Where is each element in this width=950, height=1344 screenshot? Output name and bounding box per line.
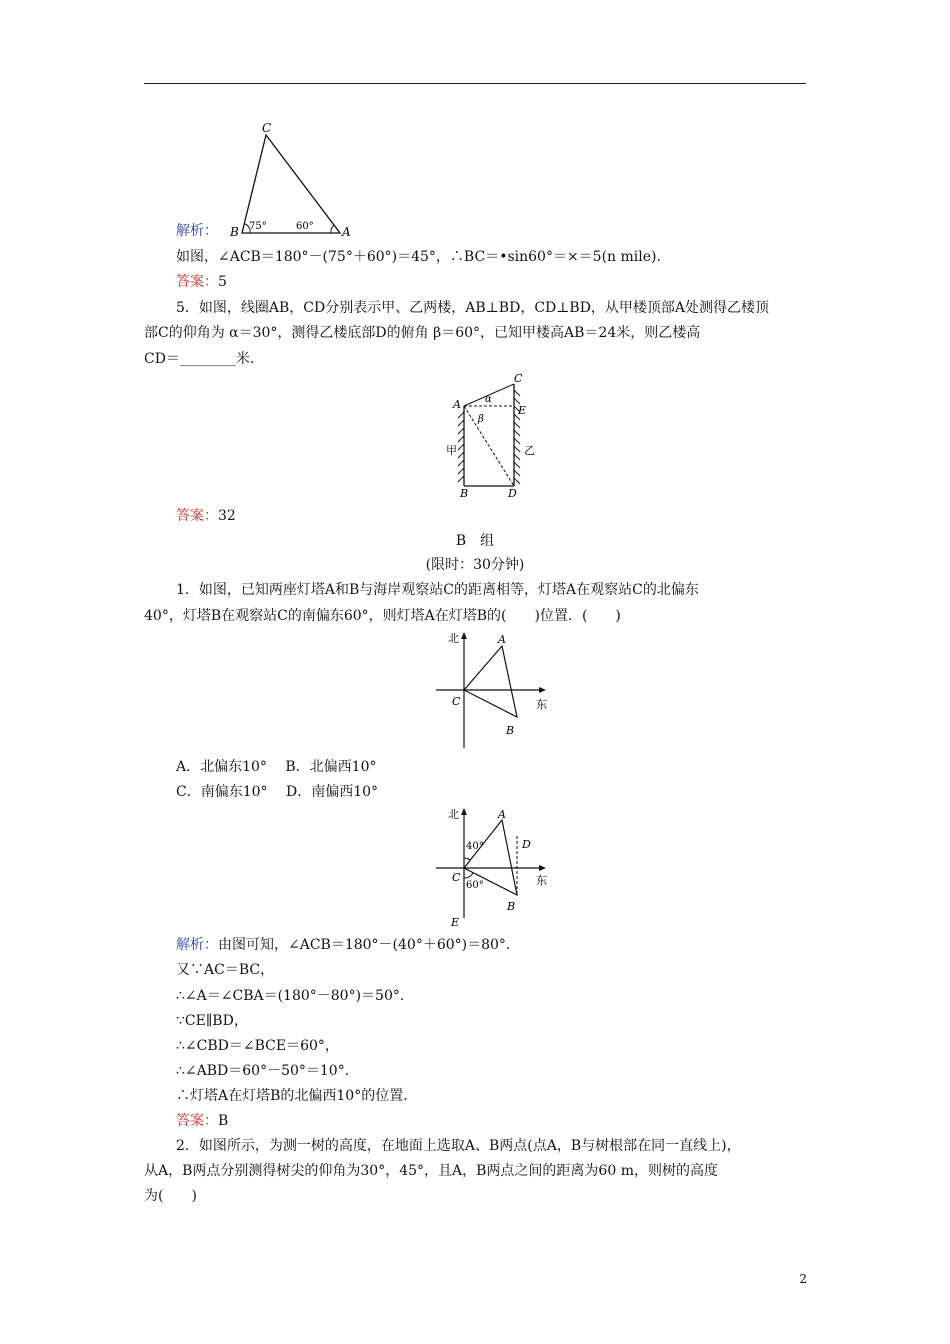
question-b2-line1: 2．如图所示，为测一树的高度，在地面上选取A、B两点(点A，B与树根部在同一直线上)，: [176, 1138, 741, 1154]
solution-line6: ∴∠ABD＝60°－50°＝10°.: [176, 1063, 350, 1079]
solution-text: 如图，∠ACB＝180°－(75°＋60°)＝45°，∴BC＝•sin60°＝×＝5(n mile).: [176, 249, 661, 265]
label-C: C: [514, 372, 523, 385]
solution-line2: 又∵AC＝BC，: [176, 962, 275, 978]
question-5-line2: 部C的仰角为 α＝30°，测得乙楼底部D的俯角 β＝60°，已知甲楼高AB＝24米，则乙楼高: [144, 325, 701, 341]
angle-60: 60°: [296, 221, 314, 232]
label-jia: 甲: [446, 444, 457, 457]
figure-compass: [430, 628, 560, 748]
label-A: A: [498, 808, 506, 821]
question-b1-line2: 40°，灯塔B在观察站C的南偏东60°，则灯塔A在灯塔B的( )位置．( ): [144, 608, 621, 624]
question-b2-line2: 从A，B两点分别测得树尖的仰角为30°，45°，且A，B两点之间的距离为60 m，则树的高度: [144, 1163, 718, 1179]
east-label: 东: [536, 698, 547, 711]
label-C: C: [452, 871, 461, 884]
question-5-line1: 5．如图，线圈AB，CD分别表示甲、乙两楼，AB⊥BD，CD⊥BD，从甲楼顶部A处测得乙楼顶: [176, 300, 770, 316]
label-B: B: [507, 900, 516, 913]
label-D: D: [522, 838, 531, 851]
solution-line5: ∴∠CBD＝∠BCE＝60°，: [176, 1038, 339, 1054]
analysis-label: 解析：: [176, 937, 218, 953]
label-A: A: [342, 225, 351, 239]
label-alpha: α: [485, 394, 492, 405]
time-limit: (限时：30分钟): [425, 557, 525, 573]
label-A: A: [498, 633, 506, 646]
figure-triangle-abc: [230, 118, 350, 238]
label-E: E: [518, 404, 527, 417]
label-B: B: [506, 724, 515, 737]
options-line2: C．南偏东10° D．南偏西10°: [176, 784, 379, 800]
solution-line7: ∴灯塔A在灯塔B的北偏西10°的位置.: [176, 1088, 408, 1104]
label-C: C: [452, 695, 461, 708]
question-5-line3: CD＝________米.: [144, 351, 255, 367]
angle-60: 60°: [466, 880, 484, 891]
options-line1: A．北偏东10° B．北偏西10°: [176, 759, 377, 775]
label-A: A: [453, 398, 461, 411]
figure-buildings: [440, 370, 550, 500]
north-label: 北: [448, 632, 459, 645]
answer-label: 答案：: [176, 508, 218, 524]
analysis-label: 解析：: [176, 223, 218, 239]
angle-40: 40°: [466, 841, 484, 852]
label-yi: 乙: [524, 444, 535, 457]
question-b2-line3: 为( ): [144, 1188, 197, 1204]
north-label: 北: [448, 808, 459, 821]
solution-line1: 由图可知，∠ACB＝180°－(40°＋60°)＝80°.: [218, 937, 511, 953]
label-D: D: [508, 487, 517, 500]
solution-line4: ∵CE∥BD，: [176, 1013, 248, 1029]
angle-75: 75°: [249, 221, 267, 232]
label-E: E: [451, 916, 460, 929]
group-title: B 组: [455, 533, 495, 549]
label-B: B: [460, 487, 469, 500]
solution-line3: ∴∠A＝∠CBA＝(180°－80°)＝50°.: [176, 988, 405, 1004]
answer-label: 答案：: [176, 1113, 218, 1129]
answer-value: 5: [218, 274, 227, 290]
label-C: C: [262, 121, 272, 135]
page-number: 2: [799, 1272, 807, 1286]
header-rule: [144, 83, 806, 84]
label-B: B: [230, 225, 239, 239]
question-b1-line1: 1．如图，已知两座灯塔A和B与海岸观察站C的距离相等，灯塔A在观察站C的北偏东: [176, 582, 699, 598]
label-beta: β: [478, 414, 484, 425]
answer-value: 32: [218, 508, 236, 524]
answer-value: B: [218, 1113, 229, 1129]
answer-label: 答案：: [176, 274, 218, 290]
east-label: 东: [536, 874, 547, 887]
figure-compass-angles: [430, 806, 560, 932]
